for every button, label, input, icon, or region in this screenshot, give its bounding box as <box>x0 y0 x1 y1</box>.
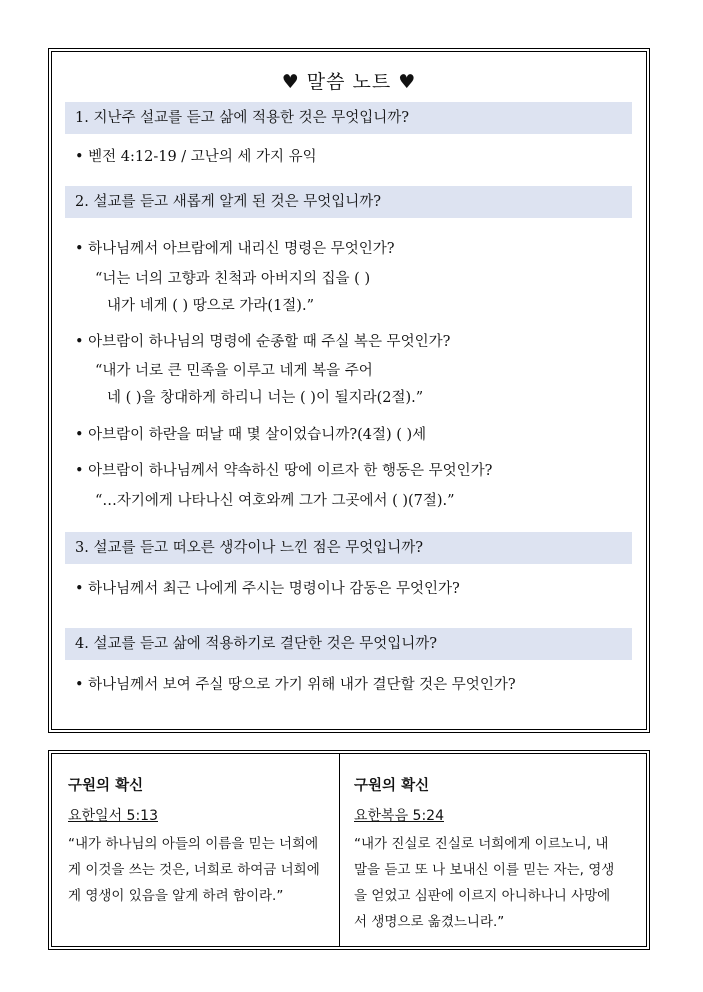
sermon-note-box <box>48 48 650 733</box>
question-2-bullet-1-line-2: 내가 네게 ( ) 땅으로 가라(1절).” <box>107 298 314 314</box>
question-2-bullet-2: • 아브람이 하나님의 명령에 순종할 때 주실 복은 무엇인가? <box>75 334 451 350</box>
verse-heading: 구원의 확신 <box>354 778 430 794</box>
question-4-heading: 4. 설교를 듣고 삶에 적용하기로 결단한 것은 무엇입니까? <box>65 628 632 660</box>
verse-text: “내가 진실로 진실로 너희에게 이르노니, 내 말을 듣고 또 나 보내신 이를 믿는 자는, 영생을 얻었고 심판에 이르지 아니하나니 사망에서 생명으로 옮겼느니라.” <box>354 836 615 930</box>
question-2-bullet-3: • 아브람이 하란을 떠날 때 몇 살이었습니까?(4절) ( )세 <box>75 427 427 443</box>
question-2-heading: 2. 설교를 듣고 새롭게 알게 된 것은 무엇입니까? <box>65 186 632 218</box>
question-3-heading: 3. 설교를 듣고 떠오른 생각이나 느낀 점은 무엇입니까? <box>65 532 632 564</box>
question-1-heading: 1. 지난주 설교를 듣고 삶에 적용한 것은 무엇입니까? <box>65 102 632 134</box>
question-2-bullet-1: • 하나님께서 아브람에게 내리신 명령은 무엇인가? <box>75 241 395 257</box>
question-2-bullet-4-line-1: “…자기에게 나타나신 여호와께 그가 그곳에서 ( )(7절).” <box>95 493 455 509</box>
question-2-bullet-4: • 아브람이 하나님께서 약속하신 땅에 이르자 한 행동은 무엇인가? <box>75 463 493 479</box>
verse-heading: 구원의 확신 <box>68 778 144 794</box>
question-2-bullet-1-line-1: “너는 너의 고향과 친척과 아버지의 집을 ( ) <box>95 271 371 287</box>
verse-reference: 요한일서 5:13 <box>68 808 158 824</box>
note-title: ♥ 말씀 노트 ♥ <box>281 71 417 93</box>
verse-reference: 요한복음 5:24 <box>354 808 444 824</box>
question-1-bullet: • 벧전 4:12-19 / 고난의 세 가지 유익 <box>75 149 317 165</box>
question-2-bullet-2-line-1: “내가 너로 큰 민족을 이루고 네게 복을 주어 <box>95 363 373 379</box>
question-2-bullet-2-line-2: 네 ( )을 창대하게 하리니 너는 ( )이 될지라(2절).” <box>107 390 424 406</box>
question-3-bullet: • 하나님께서 최근 나에게 주시는 명령이나 감동은 무엇인가? <box>75 581 460 597</box>
salvation-verses-box <box>48 750 650 950</box>
question-4-bullet: • 하나님께서 보여 주실 땅으로 가기 위해 내가 결단할 것은 무엇인가? <box>75 677 516 693</box>
verse-text: “내가 하나님의 아들의 이름을 믿는 너희에게 이것을 쓰는 것은, 너희로 하여금 너희에게 영생이 있음을 알게 하려 함이라.” <box>68 836 320 904</box>
column-divider <box>339 754 340 946</box>
